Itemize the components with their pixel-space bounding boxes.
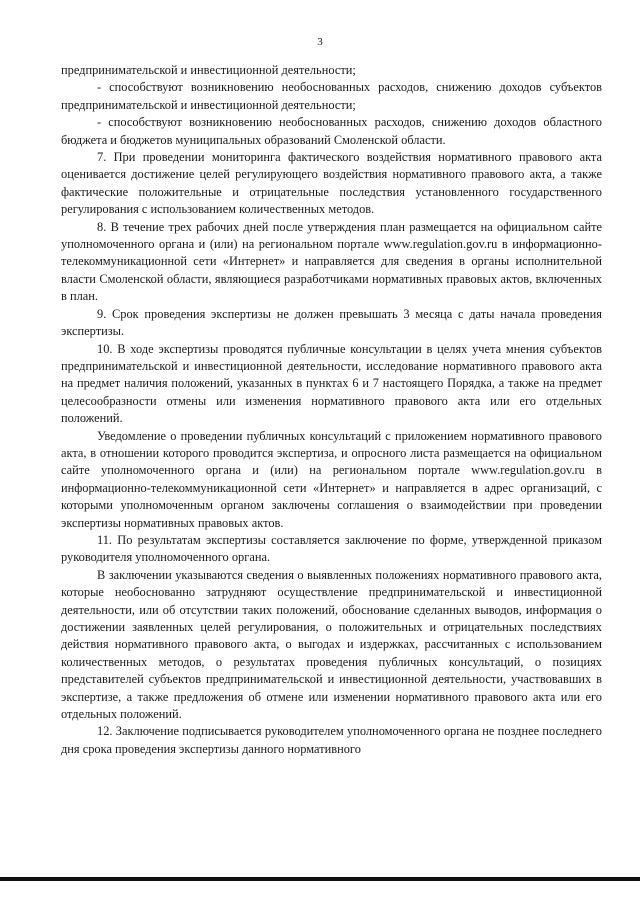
paragraph-list-item-1: - способствуют возникновению необоснованных расходов, снижению доходов субъектов предпринимательской и инвестиционной деятельности;: [61, 80, 602, 112]
scan-edge-line: [0, 877, 640, 881]
paragraph-item-8: 8. В течение трех рабочих дней после утверждения план размещается на официальном сайте уполномоченного органа и (или) на региональном портале www.regulation.gov.ru в информационно-телекоммуникационной сети «Интернет» и направляется для сведения в органы исполнительной власти Смоленской области, являющиеся разработчиками нормативных правовых актов, включенных в план.: [61, 219, 602, 304]
paragraph-list-item-2: - способствуют возникновению необоснованных расходов, снижению доходов областного бюджета и бюджетов муниципальных образований Смоленской области.: [61, 115, 602, 147]
paragraph-notification: Уведомление о проведении публичных консультаций с приложением нормативного правового акта, в отношении которого проводится экспертиза, и опросного листа размещается на официальном сайте уполномоченного органа и (или) на региональном портале www.regulation.gov.ru в информационно-телекоммуникационной сети «Интернет» и направляется в адрес организаций, с которыми уполномоченным органом заключены соглашения о взаимодействии при проведении экспертизы нормативных правовых актов.: [61, 428, 602, 530]
paragraph-item-11: 11. По результатам экспертизы составляется заключение по форме, утвержденной приказом руководителя уполномоченного органа.: [61, 532, 602, 565]
paragraph-item-12: 12. Заключение подписывается руководителем уполномоченного органа не позднее последнего дня срока проведения экспертизы данного нормативного: [61, 724, 602, 756]
paragraph-item-7: 7. При проведении мониторинга фактического воздействия нормативного правового акта оценивается достижение целей регулирующего воздействия нормативного правового акта, а также фактические положительные и отрицательные последствия установленного государственного регулирования с использованием количественных методов.: [61, 150, 602, 217]
paragraph-conclusion-contents: В заключении указываются сведения о выявленных положениях нормативного правового акта, которые необоснованно затрудняют осуществление предпринимательской и инвестиционной деятельности, или об отсутствии таких положений, обоснование сделанных выводов, информация о достижении заявленных целей регулирования, о положительных и отрицательных последствиях действия нормативного правового акта, о выгодах и издержках, рассчитанных с использованием количественных методов, о результатах проведения публичных консультаций, о позициях представителей субъектов предпринимательской и инвестиционной деятельности, участвовавших в экспертизе, а также предложения об отмене или изменении нормативного правового акта или его отдельных положений.: [61, 567, 602, 722]
page-number: 3: [317, 36, 323, 48]
paragraph-item-10: 10. В ходе экспертизы проводятся публичные консультации в целях учета мнения субъектов предпринимательской и инвестиционной деятельности, исследование нормативного правового акта на предмет наличия положений, указанных в пунктах 6 и 7 настоящего Порядка, а также на предмет целесообразности отмены или изменения нормативного правового акта или его отдельных положений.: [61, 341, 602, 426]
paragraph-item-9: 9. Срок проведения экспертизы не должен превышать 3 месяца с даты начала проведения экспертизы.: [61, 306, 602, 339]
document-body: [61, 62, 602, 758]
paragraph-continuation: предпринимательской и инвестиционной деятельности;: [61, 63, 356, 77]
